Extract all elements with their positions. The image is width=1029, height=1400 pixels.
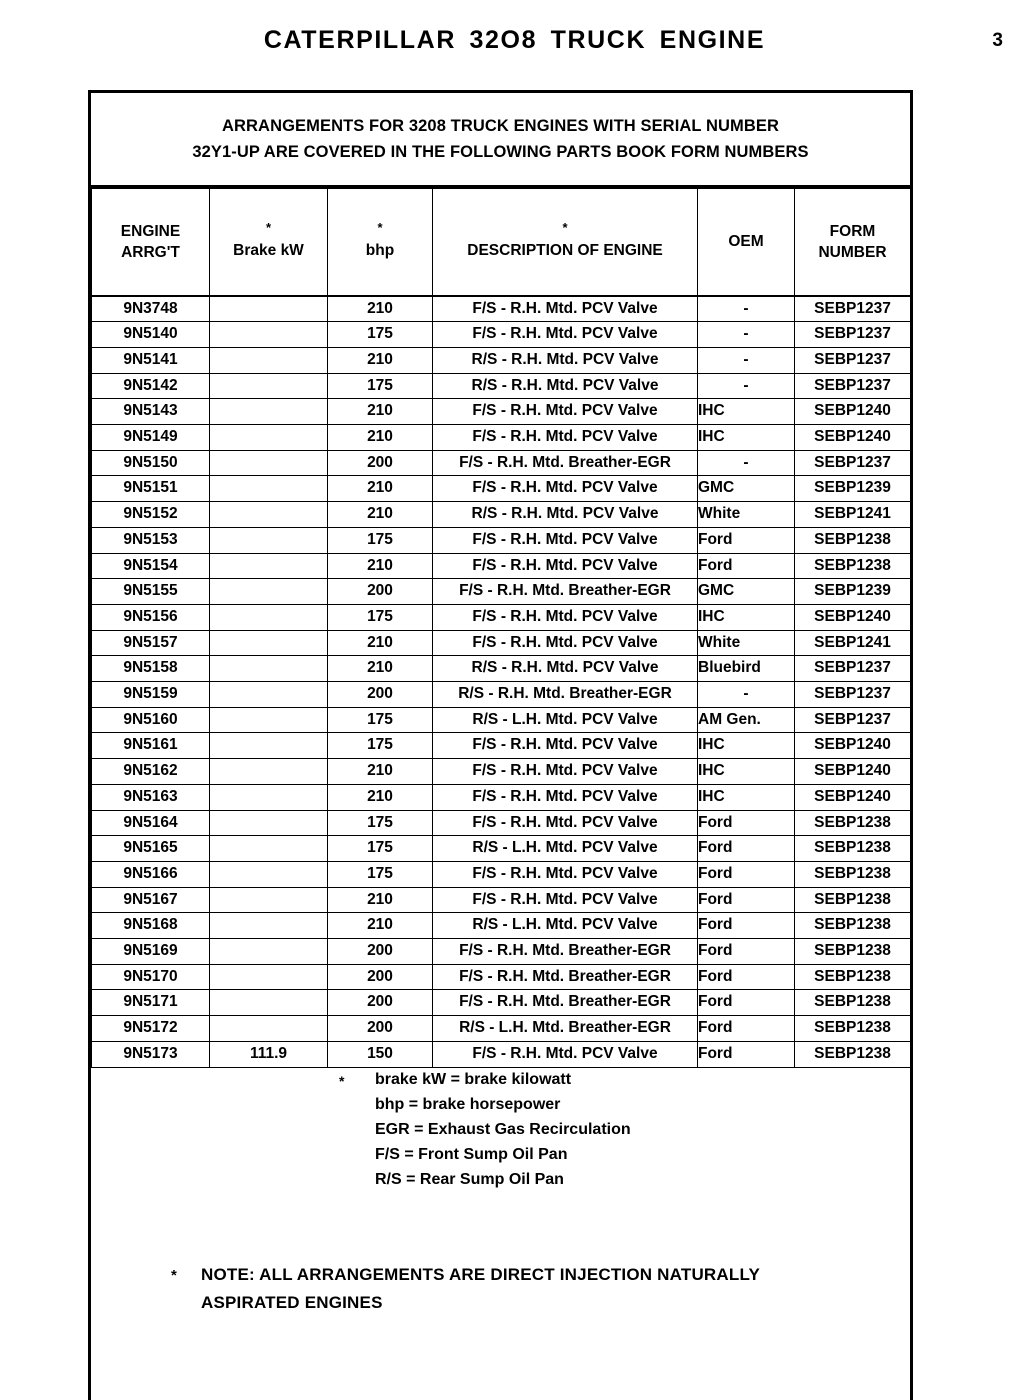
- cell-bhp: 210: [328, 913, 433, 939]
- cell-brake-kw: [210, 553, 328, 579]
- cell-brake-kw: [210, 476, 328, 502]
- cell-form-number: SEBP1238: [795, 527, 911, 553]
- table-row: [92, 707, 911, 733]
- cell-engine-arrangement: 9N5168: [92, 913, 210, 939]
- cell-form-number: SEBP1238: [795, 861, 911, 887]
- cell-oem: -: [698, 322, 795, 348]
- cell-oem: Ford: [698, 964, 795, 990]
- table-row: [92, 296, 911, 322]
- cell-description: R/S - L.H. Mtd. Breather-EGR: [433, 1016, 698, 1042]
- cell-bhp: 210: [328, 553, 433, 579]
- cell-form-number: SEBP1238: [795, 1041, 911, 1067]
- column-header-engine-line1: ENGINE: [120, 222, 181, 240]
- cell-brake-kw: [210, 682, 328, 708]
- cell-bhp: 175: [328, 810, 433, 836]
- asterisk-icon-description: *: [562, 220, 568, 236]
- cell-description: F/S - R.H. Mtd. PCV Valve: [433, 1041, 698, 1067]
- cell-engine-arrangement: 9N5170: [92, 964, 210, 990]
- cell-oem: Ford: [698, 939, 795, 965]
- cell-form-number: SEBP1237: [795, 682, 911, 708]
- cell-brake-kw: [210, 913, 328, 939]
- cell-brake-kw: [210, 990, 328, 1016]
- cell-form-number: SEBP1238: [795, 913, 911, 939]
- cell-bhp: 175: [328, 604, 433, 630]
- cell-oem: Ford: [698, 1016, 795, 1042]
- cell-bhp: 210: [328, 784, 433, 810]
- table-row: [92, 476, 911, 502]
- table-row: [92, 861, 911, 887]
- column-header-description: [433, 189, 698, 296]
- asterisk-icon-brake-kw: *: [265, 220, 272, 236]
- legend-line: F/S = Front Sump Oil Pan: [375, 1146, 568, 1163]
- cell-form-number: SEBP1237: [795, 450, 911, 476]
- table-row: [92, 939, 911, 965]
- cell-brake-kw: [210, 425, 328, 451]
- cell-oem: IHC: [698, 604, 795, 630]
- cell-description: R/S - L.H. Mtd. PCV Valve: [433, 913, 698, 939]
- cell-engine-arrangement: 9N5150: [92, 450, 210, 476]
- cell-description: F/S - R.H. Mtd. Breather-EGR: [433, 939, 698, 965]
- cell-bhp: 175: [328, 707, 433, 733]
- cell-brake-kw: [210, 939, 328, 965]
- cell-form-number: SEBP1238: [795, 990, 911, 1016]
- table-row: [92, 502, 911, 528]
- table-row: [92, 887, 911, 913]
- cell-brake-kw: 111.9: [210, 1041, 328, 1067]
- cell-engine-arrangement: 9N5149: [92, 425, 210, 451]
- cell-oem: GMC: [698, 579, 795, 605]
- cell-description: R/S - L.H. Mtd. PCV Valve: [433, 836, 698, 862]
- cell-oem: Ford: [698, 990, 795, 1016]
- cell-form-number: SEBP1238: [795, 1016, 911, 1042]
- cell-brake-kw: [210, 887, 328, 913]
- column-header-engine-line2: ARRG'T: [121, 243, 180, 261]
- column-header-form-line1: FORM: [829, 222, 876, 240]
- cell-description: F/S - R.H. Mtd. PCV Valve: [433, 861, 698, 887]
- cell-bhp: 200: [328, 939, 433, 965]
- cell-description: F/S - R.H. Mtd. PCV Valve: [433, 425, 698, 451]
- cell-oem: White: [698, 630, 795, 656]
- cell-engine-arrangement: 9N5167: [92, 887, 210, 913]
- cell-bhp: 175: [328, 527, 433, 553]
- cell-description: F/S - R.H. Mtd. PCV Valve: [433, 527, 698, 553]
- table-row: [92, 425, 911, 451]
- cell-oem: Bluebird: [698, 656, 795, 682]
- column-header-bhp: [328, 189, 433, 296]
- cell-oem: IHC: [698, 399, 795, 425]
- cell-brake-kw: [210, 630, 328, 656]
- cell-brake-kw: [210, 296, 328, 322]
- cell-oem: IHC: [698, 733, 795, 759]
- cell-description: F/S - R.H. Mtd. PCV Valve: [433, 759, 698, 785]
- cell-bhp: 210: [328, 476, 433, 502]
- cell-form-number: SEBP1238: [795, 836, 911, 862]
- cell-engine-arrangement: 9N5172: [92, 1016, 210, 1042]
- cell-bhp: 175: [328, 836, 433, 862]
- cell-engine-arrangement: 9N5165: [92, 836, 210, 862]
- table-row: [92, 450, 911, 476]
- cell-engine-arrangement: 9N5141: [92, 347, 210, 373]
- cell-oem: Ford: [698, 836, 795, 862]
- cell-oem: Ford: [698, 527, 795, 553]
- table-row: [92, 836, 911, 862]
- cell-engine-arrangement: 9N5163: [92, 784, 210, 810]
- column-header-oem: [698, 189, 795, 296]
- cell-bhp: 210: [328, 296, 433, 322]
- cell-brake-kw: [210, 964, 328, 990]
- cell-form-number: SEBP1238: [795, 939, 911, 965]
- cell-bhp: 175: [328, 733, 433, 759]
- table-row: [92, 630, 911, 656]
- table-row: [92, 604, 911, 630]
- column-header-engine-arrangement: [92, 189, 210, 296]
- cell-brake-kw: [210, 579, 328, 605]
- cell-description: F/S - R.H. Mtd. PCV Valve: [433, 322, 698, 348]
- cell-oem: Ford: [698, 861, 795, 887]
- cell-engine-arrangement: 9N5161: [92, 733, 210, 759]
- cell-form-number: SEBP1240: [795, 784, 911, 810]
- page-title: CATERPILLAR 32O8 TRUCK ENGINE: [263, 26, 766, 54]
- cell-description: R/S - R.H. Mtd. Breather-EGR: [433, 682, 698, 708]
- note-line-1: NOTE: ALL ARRANGEMENTS ARE DIRECT INJECTION NATURALLY: [201, 1265, 761, 1284]
- table-body: [92, 296, 911, 1068]
- cell-description: R/S - R.H. Mtd. PCV Valve: [433, 373, 698, 399]
- cell-form-number: SEBP1237: [795, 296, 911, 322]
- cell-oem: Ford: [698, 553, 795, 579]
- table-row: [92, 579, 911, 605]
- cell-description: F/S - R.H. Mtd. Breather-EGR: [433, 990, 698, 1016]
- column-header-bhp-label: bhp: [365, 242, 395, 260]
- page-number: 3: [992, 30, 1003, 51]
- cell-bhp: 200: [328, 579, 433, 605]
- page-header: [0, 26, 1029, 66]
- legend-line: bhp = brake horsepower: [375, 1096, 561, 1113]
- cell-form-number: SEBP1240: [795, 759, 911, 785]
- cell-engine-arrangement: 9N5173: [92, 1041, 210, 1067]
- cell-oem: -: [698, 682, 795, 708]
- cell-brake-kw: [210, 1016, 328, 1042]
- table-row: [92, 347, 911, 373]
- cell-bhp: 175: [328, 373, 433, 399]
- cell-description: F/S - R.H. Mtd. PCV Valve: [433, 630, 698, 656]
- cell-bhp: 175: [328, 861, 433, 887]
- table-row: [92, 964, 911, 990]
- cell-bhp: 200: [328, 990, 433, 1016]
- cell-description: F/S - R.H. Mtd. Breather-EGR: [433, 964, 698, 990]
- table-row: [92, 1016, 911, 1042]
- cell-form-number: SEBP1238: [795, 964, 911, 990]
- cell-bhp: 210: [328, 399, 433, 425]
- table-row: [92, 553, 911, 579]
- banner-line-1: ARRANGEMENTS FOR 3208 TRUCK ENGINES WITH SERIAL NUMBER: [222, 117, 779, 135]
- cell-oem: IHC: [698, 759, 795, 785]
- column-header-oem-label: OEM: [728, 233, 764, 251]
- cell-bhp: 200: [328, 1016, 433, 1042]
- cell-description: F/S - R.H. Mtd. PCV Valve: [433, 887, 698, 913]
- content-frame: [88, 90, 913, 1400]
- cell-oem: -: [698, 347, 795, 373]
- cell-description: F/S - R.H. Mtd. Breather-EGR: [433, 450, 698, 476]
- cell-oem: -: [698, 373, 795, 399]
- cell-description: F/S - R.H. Mtd. PCV Valve: [433, 399, 698, 425]
- cell-brake-kw: [210, 347, 328, 373]
- cell-form-number: SEBP1237: [795, 656, 911, 682]
- cell-engine-arrangement: 9N5154: [92, 553, 210, 579]
- cell-bhp: 210: [328, 502, 433, 528]
- cell-oem: -: [698, 450, 795, 476]
- cell-description: R/S - R.H. Mtd. PCV Valve: [433, 656, 698, 682]
- cell-bhp: 200: [328, 682, 433, 708]
- cell-engine-arrangement: 9N5155: [92, 579, 210, 605]
- cell-engine-arrangement: 9N5159: [92, 682, 210, 708]
- cell-description: F/S - R.H. Mtd. PCV Valve: [433, 553, 698, 579]
- cell-oem: IHC: [698, 784, 795, 810]
- cell-form-number: SEBP1238: [795, 887, 911, 913]
- cell-form-number: SEBP1238: [795, 553, 911, 579]
- table-row: [92, 322, 911, 348]
- cell-engine-arrangement: 9N5157: [92, 630, 210, 656]
- cell-engine-arrangement: 9N5140: [92, 322, 210, 348]
- cell-description: F/S - R.H. Mtd. PCV Valve: [433, 784, 698, 810]
- cell-form-number: SEBP1241: [795, 502, 911, 528]
- cell-oem: GMC: [698, 476, 795, 502]
- cell-form-number: SEBP1240: [795, 733, 911, 759]
- cell-form-number: SEBP1240: [795, 604, 911, 630]
- cell-form-number: SEBP1240: [795, 425, 911, 451]
- cell-brake-kw: [210, 784, 328, 810]
- cell-description: R/S - L.H. Mtd. PCV Valve: [433, 707, 698, 733]
- cell-brake-kw: [210, 399, 328, 425]
- cell-oem: Ford: [698, 913, 795, 939]
- cell-description: F/S - R.H. Mtd. PCV Valve: [433, 476, 698, 502]
- table-row: [92, 733, 911, 759]
- table-header-row: [92, 189, 911, 296]
- cell-oem: Ford: [698, 810, 795, 836]
- cell-brake-kw: [210, 707, 328, 733]
- column-header-description-label: DESCRIPTION OF ENGINE: [467, 242, 663, 260]
- cell-brake-kw: [210, 373, 328, 399]
- legend-line: brake kW = brake kilowatt: [375, 1071, 572, 1088]
- cell-engine-arrangement: 9N5169: [92, 939, 210, 965]
- cell-form-number: SEBP1237: [795, 707, 911, 733]
- cell-brake-kw: [210, 527, 328, 553]
- cell-engine-arrangement: 9N5171: [92, 990, 210, 1016]
- cell-oem: Ford: [698, 1041, 795, 1067]
- cell-bhp: 175: [328, 322, 433, 348]
- cell-engine-arrangement: 9N5152: [92, 502, 210, 528]
- cell-brake-kw: [210, 450, 328, 476]
- cell-brake-kw: [210, 810, 328, 836]
- cell-bhp: 210: [328, 887, 433, 913]
- column-header-brake-kw: [210, 189, 328, 296]
- table-row: [92, 759, 911, 785]
- asterisk-icon-note: *: [171, 1267, 178, 1284]
- cell-engine-arrangement: 9N3748: [92, 296, 210, 322]
- cell-oem: White: [698, 502, 795, 528]
- cell-oem: Ford: [698, 887, 795, 913]
- cell-engine-arrangement: 9N5151: [92, 476, 210, 502]
- cell-form-number: SEBP1239: [795, 476, 911, 502]
- cell-engine-arrangement: 9N5156: [92, 604, 210, 630]
- column-header-form-number: [795, 189, 911, 296]
- cell-brake-kw: [210, 759, 328, 785]
- cell-form-number: SEBP1237: [795, 322, 911, 348]
- cell-bhp: 210: [328, 656, 433, 682]
- cell-bhp: 200: [328, 964, 433, 990]
- table-row: [92, 913, 911, 939]
- cell-bhp: 150: [328, 1041, 433, 1067]
- cell-brake-kw: [210, 733, 328, 759]
- table-row: [92, 990, 911, 1016]
- cell-bhp: 210: [328, 630, 433, 656]
- cell-brake-kw: [210, 836, 328, 862]
- legend: [339, 1067, 631, 1192]
- column-header-form-line2: NUMBER: [818, 243, 887, 261]
- table-row: [92, 656, 911, 682]
- cell-brake-kw: [210, 502, 328, 528]
- table-row: [92, 784, 911, 810]
- cell-engine-arrangement: 9N5166: [92, 861, 210, 887]
- cell-bhp: 210: [328, 759, 433, 785]
- cell-oem: IHC: [698, 425, 795, 451]
- cell-description: R/S - R.H. Mtd. PCV Valve: [433, 347, 698, 373]
- cell-form-number: SEBP1237: [795, 373, 911, 399]
- cell-description: F/S - R.H. Mtd. PCV Valve: [433, 733, 698, 759]
- cell-description: F/S - R.H. Mtd. Breather-EGR: [433, 579, 698, 605]
- legend-line: EGR = Exhaust Gas Recirculation: [375, 1121, 631, 1138]
- cell-engine-arrangement: 9N5158: [92, 656, 210, 682]
- cell-bhp: 200: [328, 450, 433, 476]
- cell-engine-arrangement: 9N5160: [92, 707, 210, 733]
- table-row: [92, 682, 911, 708]
- cell-oem: AM Gen.: [698, 707, 795, 733]
- cell-description: F/S - R.H. Mtd. PCV Valve: [433, 604, 698, 630]
- table-row: [92, 527, 911, 553]
- cell-brake-kw: [210, 861, 328, 887]
- cell-form-number: SEBP1238: [795, 810, 911, 836]
- cell-form-number: SEBP1237: [795, 347, 911, 373]
- column-header-brake-kw-label: Brake kW: [233, 242, 304, 260]
- note: [171, 1261, 871, 1317]
- banner: [91, 93, 910, 188]
- table-row: [92, 399, 911, 425]
- cell-form-number: SEBP1241: [795, 630, 911, 656]
- table-row: [92, 810, 911, 836]
- asterisk-icon-bhp: *: [377, 220, 383, 236]
- table-row: [92, 373, 911, 399]
- cell-engine-arrangement: 9N5162: [92, 759, 210, 785]
- cell-oem: -: [698, 296, 795, 322]
- cell-brake-kw: [210, 604, 328, 630]
- cell-description: F/S - R.H. Mtd. PCV Valve: [433, 296, 698, 322]
- cell-brake-kw: [210, 322, 328, 348]
- cell-form-number: SEBP1240: [795, 399, 911, 425]
- arrangements-table: [91, 188, 911, 1068]
- cell-description: R/S - R.H. Mtd. PCV Valve: [433, 502, 698, 528]
- cell-engine-arrangement: 9N5142: [92, 373, 210, 399]
- cell-engine-arrangement: 9N5143: [92, 399, 210, 425]
- table-row: [92, 1041, 911, 1067]
- cell-form-number: SEBP1239: [795, 579, 911, 605]
- cell-engine-arrangement: 9N5164: [92, 810, 210, 836]
- legend-lines: [375, 1067, 631, 1192]
- legend-line: R/S = Rear Sump Oil Pan: [375, 1171, 564, 1188]
- asterisk-icon-legend: *: [339, 1073, 345, 1089]
- cell-bhp: 210: [328, 347, 433, 373]
- banner-line-2: 32Y1-UP ARE COVERED IN THE FOLLOWING PARTS BOOK FORM NUMBERS: [192, 143, 809, 161]
- cell-engine-arrangement: 9N5153: [92, 527, 210, 553]
- cell-description: F/S - R.H. Mtd. PCV Valve: [433, 810, 698, 836]
- cell-bhp: 210: [328, 425, 433, 451]
- note-line-2: ASPIRATED ENGINES: [201, 1293, 383, 1312]
- cell-brake-kw: [210, 656, 328, 682]
